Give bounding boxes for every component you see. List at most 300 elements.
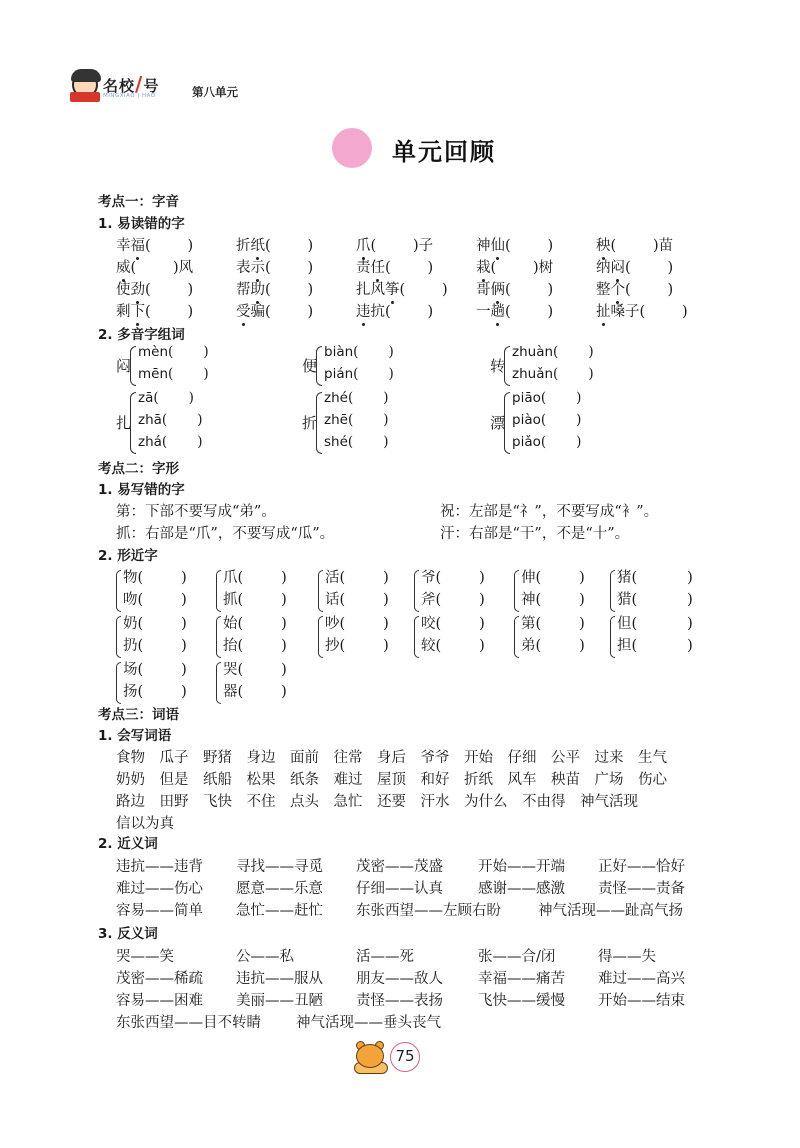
polyphone-reading xyxy=(138,434,203,450)
page-title-block xyxy=(332,128,552,168)
misread-word xyxy=(596,282,625,298)
similar-brace xyxy=(610,570,615,612)
similar-close: ) xyxy=(687,592,693,608)
synonyms-pair: 正好——恰好 xyxy=(598,859,685,875)
similar-row xyxy=(123,588,187,609)
synonyms-pair: 愿意——乐意 xyxy=(236,881,323,897)
polyphone-reading xyxy=(138,412,203,428)
polyphone-char: 折 xyxy=(302,414,318,432)
polyphone-reading xyxy=(138,366,209,382)
misread-item xyxy=(356,300,433,321)
similar-char: 但( xyxy=(617,616,638,632)
misread-blank: ( )树 xyxy=(490,260,554,276)
vocab-word: 野猪 xyxy=(203,750,232,766)
misread-word xyxy=(236,304,265,320)
similar-close: ) xyxy=(479,592,485,608)
similar-char: 担( xyxy=(617,638,638,654)
similar-char: 扔( xyxy=(123,638,144,654)
antonyms-pair: 飞快——缓慢 xyxy=(478,993,565,1009)
wrongwrite-note: 祝：左部是“礻”，不要写成“衤”。 xyxy=(440,504,659,520)
similar-row xyxy=(325,566,389,587)
misread-char: 扯 xyxy=(596,300,611,321)
reading-pinyin: piǎo xyxy=(512,434,541,450)
polyphone-reading xyxy=(324,344,394,360)
misread-word xyxy=(476,260,491,276)
polyphone-reading xyxy=(512,390,581,406)
similar-pair xyxy=(216,566,316,616)
misread-item xyxy=(236,278,313,299)
misread-blank: ( ) xyxy=(265,238,314,254)
misread-char: 扎 xyxy=(356,282,371,298)
misread-char: 威 xyxy=(116,256,131,277)
reading-pinyin: zhuàn xyxy=(512,344,554,360)
misread-char: 神 xyxy=(476,238,491,254)
reading-blank: ( ) xyxy=(540,434,582,450)
logo-subtext: MINGXIAO | HAO xyxy=(103,93,156,99)
misread-char: 使 xyxy=(116,282,131,298)
antonyms-pair: 东张西望——目不转睛 xyxy=(116,1015,261,1031)
reading-pinyin: piāo xyxy=(512,390,541,406)
similar-pair xyxy=(610,566,710,616)
reading-blank: ( ) xyxy=(553,344,594,360)
misread-item xyxy=(236,256,313,277)
misread-item xyxy=(356,278,448,299)
vocab-word: 身边 xyxy=(246,750,276,766)
misread-char: 福 xyxy=(131,234,146,255)
similar-brace xyxy=(216,616,221,658)
subsection-heading: 2. 形近字 xyxy=(98,548,158,564)
similar-char: 抬( xyxy=(223,638,244,654)
reading-blank: ( ) xyxy=(353,344,394,360)
reading-blank: ( ) xyxy=(168,366,209,382)
similar-brace xyxy=(414,616,419,658)
similar-row xyxy=(325,634,389,655)
similar-row xyxy=(521,588,585,609)
similar-char: 话( xyxy=(325,592,346,608)
synonyms-pair: 茂密——茂盛 xyxy=(356,859,443,875)
similar-brace xyxy=(116,662,121,704)
page-footer xyxy=(352,1040,462,1080)
antonyms-pair: 张——合/闭 xyxy=(478,949,556,965)
wrongwrite-note: 第：下部不要写成“弟”。 xyxy=(116,504,276,520)
polyphone-brace xyxy=(504,392,510,454)
misread-char: 示 xyxy=(251,256,266,277)
similar-char: 较( xyxy=(421,638,442,654)
similar-char: 抄( xyxy=(325,638,346,654)
misread-char: 任 xyxy=(371,256,386,277)
vocab-word: 为什么 xyxy=(464,794,508,810)
similar-close: ) xyxy=(383,616,389,632)
subsection-heading: 1. 易写错的字 xyxy=(98,482,185,498)
polyphone-brace xyxy=(316,392,322,454)
synonyms-pair: 神气活现——趾高气扬 xyxy=(538,903,683,919)
reading-blank: ( ) xyxy=(168,344,209,360)
misread-char: 劲 xyxy=(131,278,146,299)
misread-char: 幸 xyxy=(116,238,131,254)
title-circle-icon xyxy=(332,128,372,168)
similar-row xyxy=(617,566,693,587)
misread-word xyxy=(116,238,145,254)
similar-row xyxy=(421,634,485,655)
misread-word xyxy=(356,260,385,276)
unit-label: 第八单元 xyxy=(192,85,238,99)
vocab-word: 奶奶 xyxy=(116,772,145,788)
similar-close: ) xyxy=(479,616,485,632)
similar-row xyxy=(617,612,693,633)
vocab-word: 难过 xyxy=(333,772,363,788)
vocab-word: 身后 xyxy=(377,750,406,766)
vocab-word: 生气 xyxy=(638,750,667,766)
misread-char: 栽 xyxy=(476,256,491,277)
similar-char: 抓( xyxy=(223,592,244,608)
similar-close: ) xyxy=(181,662,187,678)
antonyms-pair: 美丽——丑陋 xyxy=(236,993,323,1009)
page-number: 75 xyxy=(390,1042,420,1072)
similar-char: 吵( xyxy=(325,616,346,632)
similar-close: ) xyxy=(281,638,287,654)
similar-char: 斧( xyxy=(421,592,442,608)
misread-blank: ( )子 xyxy=(370,238,434,254)
polyphone-brace xyxy=(130,392,136,454)
misread-item xyxy=(116,234,193,255)
reading-blank: ( ) xyxy=(540,412,582,428)
similar-pair xyxy=(610,612,710,662)
reading-pinyin: zhā xyxy=(138,412,162,428)
similar-row xyxy=(123,634,187,655)
misread-char: 仙 xyxy=(491,234,506,255)
vocab-word: 食物 xyxy=(116,750,145,766)
similar-row xyxy=(223,658,287,679)
vocab-word: 急忙 xyxy=(333,794,363,810)
vocab-row xyxy=(116,768,682,789)
polyphone-reading xyxy=(324,412,389,428)
polyphone-reading xyxy=(138,390,194,406)
misread-blank: ( ) xyxy=(505,282,554,298)
similar-brace xyxy=(116,570,121,612)
reading-blank: ( ) xyxy=(347,434,389,450)
vocab-word: 松果 xyxy=(246,772,276,788)
misread-item xyxy=(356,256,433,277)
misread-char: 个 xyxy=(611,278,626,299)
reading-pinyin: mèn xyxy=(138,344,169,360)
synonyms-pair: 东张西望——左顾右盼 xyxy=(356,903,501,919)
misread-char: 抗 xyxy=(370,304,385,320)
misread-blank: ( ) xyxy=(625,282,674,298)
similar-close: ) xyxy=(281,616,287,632)
misread-word xyxy=(236,282,265,298)
misread-blank: ( ) xyxy=(505,238,554,254)
polyphone-reading xyxy=(512,412,581,428)
misread-char: 剩 xyxy=(116,304,131,320)
similar-char: 第( xyxy=(521,616,542,632)
vocab-word: 飞快 xyxy=(203,794,232,810)
similar-close: ) xyxy=(687,638,693,654)
vocab-word: 信以为真 xyxy=(116,816,174,832)
similar-close: ) xyxy=(579,570,585,586)
polyphone-char: 扎 xyxy=(116,414,132,432)
vocab-word: 秧苗 xyxy=(551,772,580,788)
similar-pair xyxy=(414,612,514,662)
similar-close: ) xyxy=(383,592,389,608)
similar-close: ) xyxy=(181,684,187,700)
misread-item xyxy=(356,234,433,255)
similar-row xyxy=(123,680,187,701)
antonyms-pair: 责怪——表扬 xyxy=(356,993,443,1009)
polyphone-brace xyxy=(504,346,510,386)
similar-pair xyxy=(116,658,216,708)
synonyms-pair: 开始——开端 xyxy=(478,859,565,875)
vocab-word: 纸条 xyxy=(290,772,319,788)
misread-item xyxy=(116,300,193,321)
misread-item xyxy=(596,256,673,277)
similar-brace xyxy=(514,616,519,658)
misread-char: 哥 xyxy=(476,282,491,298)
logo-book-icon xyxy=(70,92,100,102)
vocab-word: 和好 xyxy=(420,772,450,788)
reading-blank: ( ) xyxy=(347,390,389,406)
similar-char: 咬( xyxy=(421,616,442,632)
misread-item xyxy=(476,234,553,255)
similar-close: ) xyxy=(181,570,187,586)
synonyms-pair: 难过——伤心 xyxy=(116,881,203,897)
synonyms-pair: 寻找——寻觅 xyxy=(236,859,323,875)
similar-row xyxy=(223,612,287,633)
similar-row xyxy=(521,566,585,587)
misread-word xyxy=(476,238,505,254)
similar-brace xyxy=(216,662,221,704)
similar-char: 哭( xyxy=(223,662,244,678)
misread-char: 爪 xyxy=(356,234,371,255)
antonyms-pair: 活——死 xyxy=(356,949,414,965)
misread-item xyxy=(116,256,193,277)
similar-char: 场( xyxy=(123,662,144,678)
misread-char: 子 xyxy=(625,304,640,320)
misread-blank: ( ) xyxy=(145,238,194,254)
similar-row xyxy=(223,588,287,609)
misread-char: 责 xyxy=(356,260,371,276)
similar-close: ) xyxy=(281,592,287,608)
reading-pinyin: biàn xyxy=(324,344,354,360)
polyphone-reading xyxy=(512,366,594,382)
misread-char: 骗 xyxy=(250,304,265,320)
similar-close: ) xyxy=(181,616,187,632)
similar-row xyxy=(521,612,585,633)
misread-blank: ( ) xyxy=(505,304,554,320)
similar-row xyxy=(421,566,485,587)
similar-close: ) xyxy=(579,616,585,632)
misread-char: 下 xyxy=(131,300,146,321)
similar-pair xyxy=(116,612,216,662)
misread-blank: ( ) xyxy=(399,282,448,298)
similar-row xyxy=(325,588,389,609)
reading-pinyin: pián xyxy=(324,366,354,382)
misread-word xyxy=(356,282,400,298)
similar-row xyxy=(421,588,485,609)
similar-brace xyxy=(318,570,323,612)
misread-char: 折 xyxy=(236,238,251,254)
similar-pair xyxy=(414,566,514,616)
misread-char: 俩 xyxy=(491,278,506,299)
antonyms-pair: 得——失 xyxy=(598,949,656,965)
page-header xyxy=(70,68,370,104)
similar-char: 猪( xyxy=(617,570,638,586)
subsection-heading: 2. 近义词 xyxy=(98,836,158,852)
similar-close: ) xyxy=(579,592,585,608)
synonyms-pair: 急忙——赶忙 xyxy=(236,903,323,919)
reading-blank: ( ) xyxy=(347,412,389,428)
similar-row xyxy=(521,634,585,655)
reading-pinyin: mēn xyxy=(138,366,169,382)
similar-brace xyxy=(610,616,615,658)
synonyms-pair: 违抗——违背 xyxy=(116,859,203,875)
reading-pinyin: zhuǎn xyxy=(512,366,554,382)
vocab-row xyxy=(116,812,189,833)
similar-close: ) xyxy=(479,638,485,654)
similar-pair xyxy=(318,612,418,662)
vocab-word: 往常 xyxy=(333,750,363,766)
misread-blank: ( ) xyxy=(385,304,434,320)
misread-char: 秧 xyxy=(596,234,611,255)
polyphone-char: 转 xyxy=(490,357,506,375)
polyphone-reading xyxy=(324,390,389,406)
misread-blank: ( )苗 xyxy=(610,238,674,254)
misread-blank: ( )风 xyxy=(130,260,194,276)
vocab-word: 纸船 xyxy=(203,772,232,788)
similar-brace xyxy=(414,570,419,612)
similar-row xyxy=(223,680,287,701)
polyphone-char: 漂 xyxy=(490,414,506,432)
similar-row xyxy=(223,566,287,587)
section-heading: 考点二：字形 xyxy=(98,461,179,477)
vocab-word: 过来 xyxy=(594,750,624,766)
antonyms-pair: 违抗——服从 xyxy=(236,971,323,987)
polyphone-brace xyxy=(316,346,322,386)
synonyms-pair: 仔细——认真 xyxy=(356,881,443,897)
antonyms-pair: 哭——笑 xyxy=(116,949,174,965)
page-title: 单元回顾 xyxy=(392,138,496,166)
vocab-word: 开始 xyxy=(464,750,493,766)
similar-close: ) xyxy=(383,570,389,586)
similar-row xyxy=(617,588,693,609)
reading-pinyin: shé xyxy=(324,434,348,450)
similar-row xyxy=(123,566,187,587)
vocab-word: 路边 xyxy=(116,794,145,810)
misread-char: 嗓 xyxy=(610,304,625,320)
vocab-word: 面前 xyxy=(290,750,319,766)
misread-word xyxy=(596,260,625,276)
section-heading: 考点一：字音 xyxy=(98,194,179,210)
vocab-word: 公平 xyxy=(551,750,580,766)
antonyms-pair: 神气活现——垂头丧气 xyxy=(296,1015,441,1031)
misread-blank: ( ) xyxy=(639,304,688,320)
antonyms-pair: 难过——高兴 xyxy=(598,971,685,987)
similar-char: 神( xyxy=(521,592,542,608)
similar-char: 扬( xyxy=(123,684,144,700)
similar-close: ) xyxy=(281,570,287,586)
subsection-heading: 1. 会写词语 xyxy=(98,728,172,744)
misread-item xyxy=(116,278,193,299)
misread-item xyxy=(596,278,673,299)
similar-char: 爪( xyxy=(223,570,244,586)
misread-blank: ( ) xyxy=(265,304,314,320)
similar-row xyxy=(617,634,693,655)
misread-item xyxy=(236,300,313,321)
misread-char: 整 xyxy=(596,282,611,298)
polyphone-char: 便 xyxy=(302,357,318,375)
similar-close: ) xyxy=(281,662,287,678)
misread-blank: ( ) xyxy=(385,260,434,276)
misread-word xyxy=(236,238,265,254)
similar-pair xyxy=(514,566,614,616)
misread-char: 一 xyxy=(476,304,491,320)
vocab-word: 广场 xyxy=(594,772,624,788)
similar-char: 爷( xyxy=(421,570,442,586)
vocab-word: 还要 xyxy=(377,794,406,810)
vocab-word: 点头 xyxy=(290,794,319,810)
misread-word xyxy=(116,282,145,298)
antonyms-pair: 开始——结束 xyxy=(598,993,685,1009)
misread-item xyxy=(236,234,313,255)
reading-blank: ( ) xyxy=(161,434,203,450)
vocab-word: 伤心 xyxy=(638,772,667,788)
similar-char: 始( xyxy=(223,616,244,632)
misread-char: 纸 xyxy=(251,234,266,255)
similar-row xyxy=(123,612,187,633)
misread-word xyxy=(476,304,505,320)
reading-pinyin: piào xyxy=(512,412,541,428)
similar-close: ) xyxy=(181,592,187,608)
wrongwrite-note: 汗：右部是“干”，不是“十”。 xyxy=(440,526,630,542)
misread-item xyxy=(476,278,553,299)
vocab-word: 屋顶 xyxy=(377,772,406,788)
antonyms-pair: 容易——困难 xyxy=(116,993,203,1009)
similar-pair xyxy=(216,612,316,662)
similar-char: 弟( xyxy=(521,638,542,654)
polyphone-reading xyxy=(512,434,581,450)
similar-close: ) xyxy=(181,638,187,654)
similar-close: ) xyxy=(281,684,287,700)
vocab-word: 仔细 xyxy=(507,750,537,766)
similar-row xyxy=(223,634,287,655)
similar-pair xyxy=(318,566,418,616)
misread-blank: ( ) xyxy=(625,260,674,276)
similar-char: 猎( xyxy=(617,592,638,608)
misread-item xyxy=(596,300,688,321)
reading-pinyin: zhē xyxy=(324,412,348,428)
similar-row xyxy=(421,612,485,633)
subsection-heading: 1. 易读错的字 xyxy=(98,216,185,232)
misread-word xyxy=(116,260,131,276)
subsection-heading: 3. 反义词 xyxy=(98,926,158,942)
vocab-word: 神气活现 xyxy=(580,794,638,810)
synonyms-pair: 责怪——责备 xyxy=(598,881,685,897)
vocab-word: 汗水 xyxy=(420,794,450,810)
polyphone-reading xyxy=(324,366,394,382)
similar-char: 活( xyxy=(325,570,346,586)
polyphone-reading xyxy=(324,434,388,450)
similar-close: ) xyxy=(687,570,693,586)
misread-char: 筝 xyxy=(385,278,400,299)
misread-word xyxy=(476,282,505,298)
misread-blank: ( ) xyxy=(145,282,194,298)
vocab-word: 不住 xyxy=(246,794,276,810)
misread-word xyxy=(236,260,265,276)
vocab-word: 但是 xyxy=(159,772,189,788)
vocab-word: 爷爷 xyxy=(420,750,450,766)
misread-word xyxy=(356,238,371,254)
vocab-row xyxy=(116,790,653,811)
similar-char: 吻( xyxy=(123,592,144,608)
